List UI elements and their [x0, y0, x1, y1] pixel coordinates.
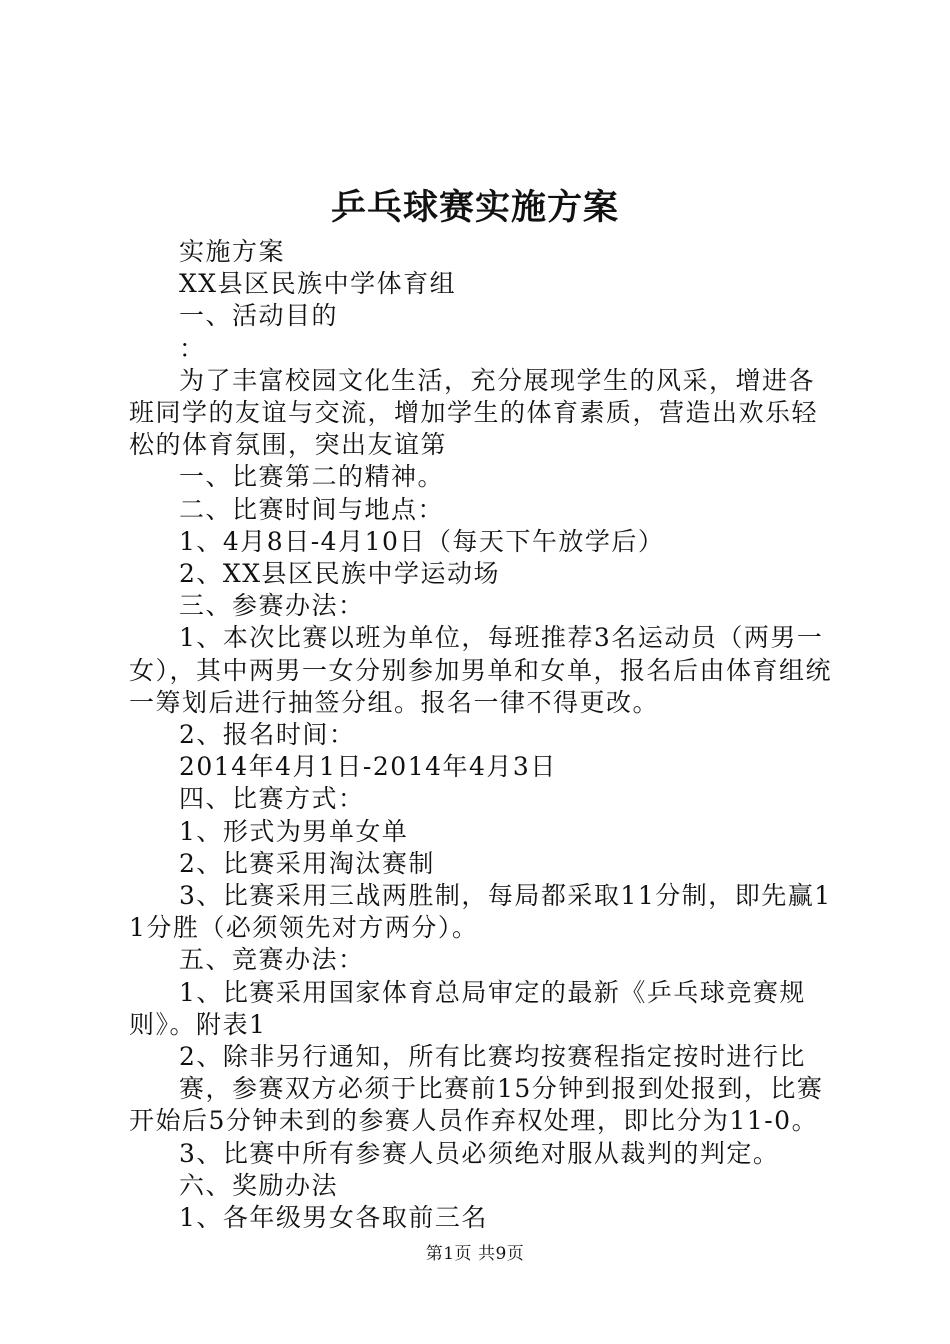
paragraph: 1、形式为男单女单	[179, 816, 409, 846]
document-title: 乒乓球赛实施方案	[330, 187, 619, 228]
page-number-footer: 第1页 共9页	[425, 1244, 525, 1264]
paragraph: 一、比赛第二的精神。	[179, 462, 445, 492]
section-heading: 五、竞赛办法：	[179, 945, 365, 975]
paragraph: 2、除非另行通知，所有比赛均按赛程指定按时进行比	[179, 1042, 806, 1072]
paragraph: XX县区民族中学体育组	[179, 269, 457, 299]
section-heading: 二、比赛时间与地点：	[179, 494, 445, 524]
document-body	[129, 236, 841, 1234]
paragraph: 赛，参赛双方必须于比赛前15分钟到报到处报到，比赛开始后5分钟未到的参赛人员作弃权处理，即比分为11-0。	[129, 1074, 824, 1136]
paragraph: 2、比赛采用淘汰赛制	[179, 848, 435, 878]
section-heading: 一、活动目的	[179, 301, 339, 331]
paragraph: 1、本次比赛以班为单位，每班推荐3名运动员（两男一女），其中两男一女分别参加男单和女单，报名后由体育组统一筹划后进行抽签分组。报名一律不得更改。	[129, 623, 833, 717]
paragraph: 2014年4月1日-2014年4月3日	[179, 752, 557, 782]
paragraph: 1、4月8日-4月10日（每天下午放学后）	[179, 526, 665, 556]
paragraph: 1、比赛采用国家体育总局审定的最新《乒乓球竞赛规则》。附表1	[129, 977, 806, 1039]
paragraph: 3、比赛采用三战两胜制，每局都采取11分制，即先赢11分胜（必须领先对方两分）。	[129, 881, 832, 943]
paragraph: 1、各年级男女各取前三名	[179, 1203, 488, 1233]
paragraph: 为了丰富校园文化生活，充分展现学生的风采，增进各班同学的友谊与交流，增加学生的体育素质，营造出欢乐轻松的体育氛围，突出友谊第	[129, 365, 819, 460]
section-heading: 四、比赛方式：	[179, 784, 365, 814]
paragraph: 实施方案	[179, 237, 286, 266]
section-heading: 六、奖励办法	[179, 1170, 339, 1200]
paragraph: 2、XX县区民族中学运动场	[179, 559, 501, 589]
section-heading: 三、参赛办法：	[179, 591, 365, 621]
paragraph: 3、比赛中所有参赛人员必须绝对服从裁判的判定。	[179, 1138, 780, 1168]
paragraph: ：	[179, 333, 206, 363]
paragraph: 2、报名时间：	[179, 720, 356, 750]
